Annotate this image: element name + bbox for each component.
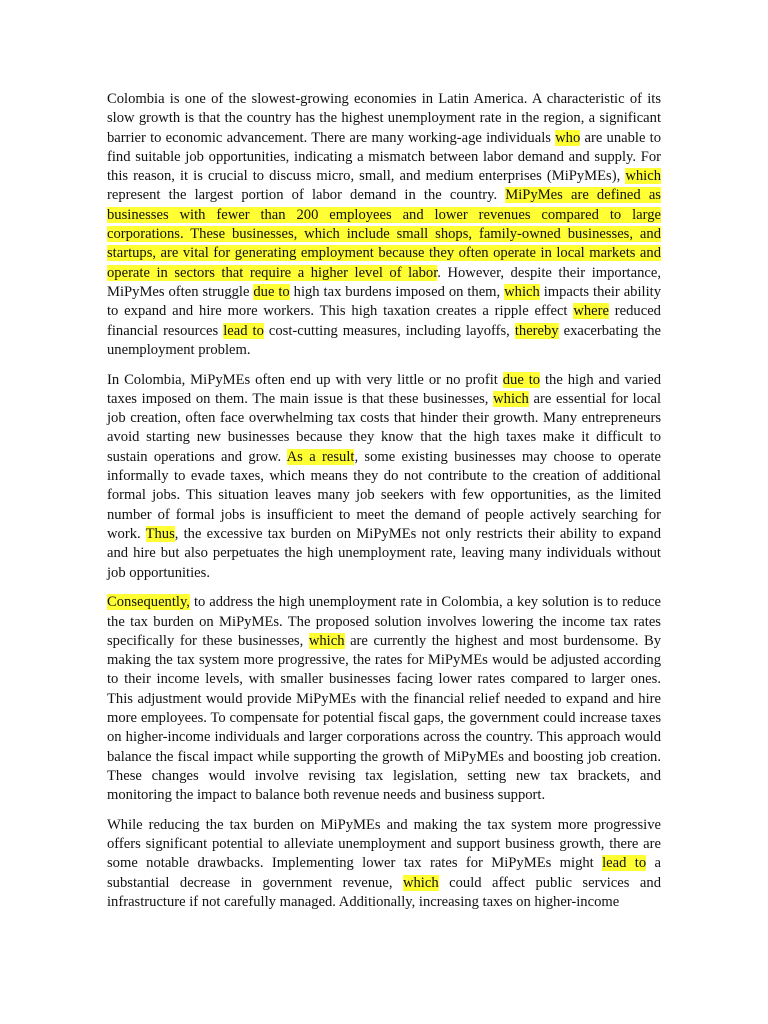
highlighted-text: which — [308, 632, 345, 649]
paragraph-text: Colombia is one of the slowest-growing economies in Latin America. A characteristic of its slow growth is that the country has the highest unemployment rate in the region, a significant barrier to economic advancement. There are many working-age individuals — [107, 91, 661, 146]
paragraph-text: the high and varied taxes imposed on them. The main issue is that these businesses, — [107, 371, 661, 407]
highlighted-text: Consequently, — [107, 594, 190, 611]
paragraph-text: reduced financial resources — [107, 303, 661, 339]
paragraph-1 — [107, 90, 661, 360]
highlighted-text: which — [402, 874, 439, 891]
paragraph-text: impacts their ability to expand and hire more workers. This high taxation creates a ripple effect — [107, 283, 661, 320]
paragraph-4 — [107, 816, 661, 912]
paragraph-text: exacerbating the unemployment problem. — [107, 322, 662, 358]
paragraph-text: . However, despite their importance, MiPyMes often struggle — [107, 264, 661, 300]
highlighted-text: which — [493, 390, 529, 407]
highlighted-text: where — [573, 303, 609, 320]
paragraph-text: could affect public services and infrastructure if not carefully managed. Additionally, increasing taxes on higher-income — [107, 874, 661, 911]
highlighted-text: which — [625, 168, 661, 185]
paragraph-text: a substantial decrease in government revenue, — [107, 855, 661, 891]
highlighted-text: due to — [502, 371, 541, 388]
highlighted-text: As a result — [286, 448, 355, 465]
paragraph-text: are currently the highest and most burdensome. By making the tax system more progressive, the rates for MiPyMEs would be adjusted according to their income levels, with smaller businesses facing lower rates compared to larger ones. This adjustment would provide MiPyMEs with the financial relief needed to expand and hire more employees. To compensate for potential fiscal gaps, the government could increase taxes on higher-income individuals and larger corporations across the country. This approach would balance the fiscal impact while supporting the growth of MiPyMEs and boosting job creation. These changes would involve revising tax legislation, setting new tax brackets, and monitoring the impact to balance both revenue needs and business support. — [107, 632, 662, 804]
paragraph-text: high tax burdens imposed on them, — [289, 283, 505, 300]
paragraph-text: to address the high unemployment rate in Colombia, a key solution is to reduce the tax burden on MiPyMEs. The proposed solution involves lowering the income tax rates specifically for these businesses, — [107, 594, 661, 649]
paragraph-text: cost-cutting measures, including layoffs, — [263, 322, 515, 339]
paragraph-text: In Colombia, MiPyMEs often end up with very little or no profit — [107, 371, 503, 388]
paragraph-text: While reducing the tax burden on MiPyMEs and making the tax system more progressive offers significant potential to alleviate unemployment and support business growth, there are some notable drawbacks. Implementing lower tax rates for MiPyMEs might — [107, 816, 661, 872]
paragraph-2 — [107, 371, 661, 583]
paragraph-text: are essential for local job creation, often face overwhelming tax costs that hinder their growth. Many entrepreneurs avoid starting new businesses because they know that the high taxes make it difficult to sustain operations and grow. — [107, 390, 662, 465]
highlighted-text: MiPyMes are defined as businesses with fewer than 200 employees and lower revenues compared to large corporations. These businesses, which include small shops, family-owned businesses, and startups, are vital for generating employment because they often operate in local markets and operate in sectors that require a higher level of labor — [107, 187, 661, 281]
highlighted-text: lead to — [223, 322, 264, 339]
paragraph-3 — [107, 593, 661, 805]
highlighted-text: Thus — [145, 525, 175, 542]
document-page — [107, 90, 661, 923]
highlighted-text: which — [504, 283, 540, 300]
highlighted-text: lead to — [602, 855, 647, 872]
paragraph-text: , the excessive tax burden on MiPyMEs not only restricts their ability to expand and hire but also perpetuates the high unemployment rate, leaving many individuals without job opportunities. — [107, 525, 661, 581]
highlighted-text: who — [555, 129, 581, 146]
paragraph-text: , some existing businesses may choose to operate informally to evade taxes, which means they do not contribute to the creation of additional formal jobs. This situation leaves many job seekers with few opportunities, as the limited number of formal jobs is insufficient to meet the demand of people actively searching for work. — [107, 448, 662, 542]
highlighted-text: due to — [253, 283, 290, 300]
paragraph-text: represent the largest portion of labor demand in the country. — [107, 187, 506, 204]
paragraph-text: are unable to find suitable job opportunities, indicating a mismatch between labor demand and supply. For this reason, it is crucial to discuss micro, small, and medium enterprises (MiPyMEs), — [107, 129, 661, 185]
highlighted-text: thereby — [514, 322, 559, 339]
